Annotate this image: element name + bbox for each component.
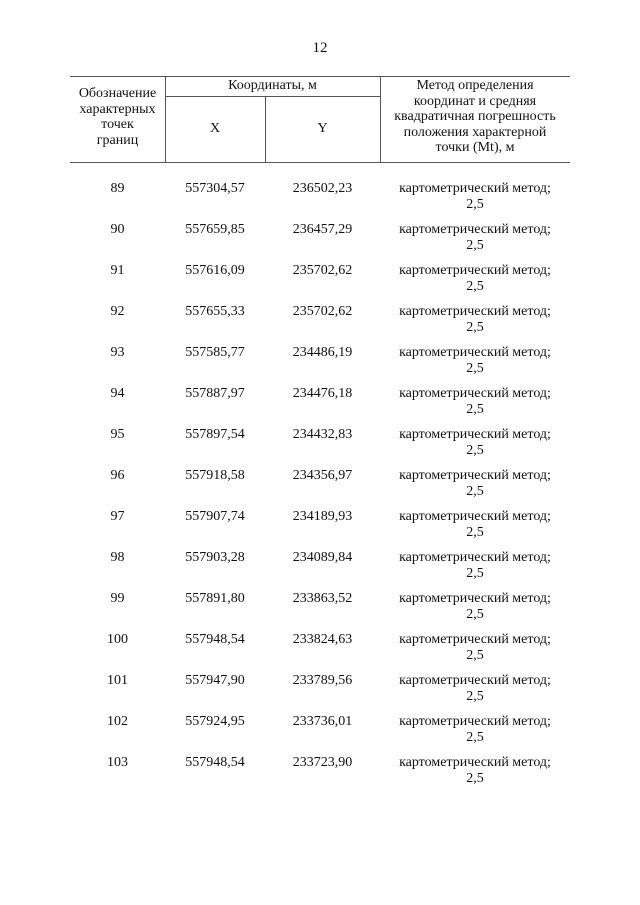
method-cell: картометрический метод; 2,5	[399, 755, 551, 786]
x-coordinate: 557924,95	[185, 714, 245, 729]
method-cell: картометрический метод; 2,5	[399, 345, 551, 376]
x-coordinate: 557304,57	[185, 181, 245, 196]
point-id: 101	[107, 673, 128, 688]
point-id: 103	[107, 755, 128, 770]
x-coordinate: 557903,28	[185, 550, 245, 565]
table-row	[70, 509, 570, 550]
method-header: Метод определения координат и средняя квадратичная погрешность положения характерной точки (Mt), м	[394, 78, 556, 155]
table-row	[70, 386, 570, 427]
point-id: 99	[110, 591, 125, 606]
table-row	[70, 181, 570, 222]
y-coordinate: 235702,62	[292, 263, 353, 278]
point-id: 100	[107, 632, 128, 647]
point-id: 95	[110, 427, 125, 442]
method-cell: картометрический метод; 2,5	[399, 632, 551, 663]
table-row	[70, 263, 570, 304]
y-coordinate: 236502,23	[292, 181, 353, 196]
x-coordinate: 557585,77	[185, 345, 245, 360]
method-cell: картометрический метод; 2,5	[399, 263, 551, 294]
coordinates-divider	[165, 96, 380, 97]
x-coordinate: 557948,54	[185, 755, 245, 770]
x-column-header: X	[209, 121, 221, 136]
x-coordinate: 557948,54	[185, 632, 245, 647]
table-row	[70, 714, 570, 755]
x-coordinate: 557947,90	[185, 673, 245, 688]
method-cell: картометрический метод; 2,5	[399, 468, 551, 499]
x-coordinate: 557891,80	[185, 591, 245, 606]
x-coordinate: 557918,58	[185, 468, 245, 483]
y-coordinate: 234476,18	[292, 386, 353, 401]
method-cell: картометрический метод; 2,5	[399, 714, 551, 745]
table-row	[70, 591, 570, 632]
table-row	[70, 304, 570, 345]
point-id: 98	[110, 550, 125, 565]
x-coordinate: 557887,97	[185, 386, 245, 401]
y-coordinate: 233723,90	[292, 755, 353, 770]
point-designation-header: Обозначение характерных точек границ	[78, 86, 157, 148]
point-id: 102	[107, 714, 128, 729]
method-cell: картометрический метод; 2,5	[399, 673, 551, 704]
point-id: 89	[110, 181, 125, 196]
x-coordinate: 557616,09	[185, 263, 245, 278]
table-row	[70, 427, 570, 468]
y-coordinate: 234432,83	[292, 427, 353, 442]
table-body	[70, 181, 570, 796]
table-row	[70, 673, 570, 714]
y-coordinate: 234189,93	[292, 509, 353, 524]
point-id: 93	[110, 345, 125, 360]
y-coordinate: 234089,84	[292, 550, 353, 565]
method-cell: картометрический метод; 2,5	[399, 591, 551, 622]
x-coordinate: 557907,74	[185, 509, 245, 524]
y-coordinate: 233789,56	[292, 673, 353, 688]
x-coordinate: 557897,54	[185, 427, 245, 442]
header-top-border	[70, 76, 570, 77]
table-row	[70, 550, 570, 591]
y-column-header: Y	[317, 121, 328, 136]
table-row	[70, 222, 570, 263]
method-cell: картометрический метод; 2,5	[399, 304, 551, 335]
y-coordinate: 234486,19	[292, 345, 353, 360]
method-cell: картометрический метод; 2,5	[399, 386, 551, 417]
table-row	[70, 345, 570, 386]
y-coordinate: 235702,62	[292, 304, 353, 319]
method-cell: картометрический метод; 2,5	[399, 509, 551, 540]
x-coordinate: 557659,85	[185, 222, 245, 237]
method-cell: картометрический метод; 2,5	[399, 550, 551, 581]
y-coordinate: 233863,52	[292, 591, 353, 606]
coordinates-header: Координаты, м	[228, 78, 317, 93]
point-id: 94	[110, 386, 125, 401]
header-bottom-border	[70, 162, 570, 163]
x-coordinate: 557655,33	[185, 304, 245, 319]
point-id: 96	[110, 468, 125, 483]
table-row	[70, 755, 570, 796]
point-id: 97	[110, 509, 125, 524]
point-id: 92	[110, 304, 125, 319]
method-cell: картометрический метод; 2,5	[399, 181, 551, 212]
y-coordinate: 236457,29	[292, 222, 353, 237]
point-id: 90	[110, 222, 125, 237]
method-cell: картометрический метод; 2,5	[399, 427, 551, 458]
page-number: 12	[312, 40, 328, 56]
table-row	[70, 632, 570, 673]
y-coordinate: 233824,63	[292, 632, 353, 647]
table-header	[70, 76, 570, 162]
point-id: 91	[110, 263, 125, 278]
method-cell: картометрический метод; 2,5	[399, 222, 551, 253]
y-coordinate: 233736,01	[292, 714, 353, 729]
y-coordinate: 234356,97	[292, 468, 353, 483]
table-row	[70, 468, 570, 509]
